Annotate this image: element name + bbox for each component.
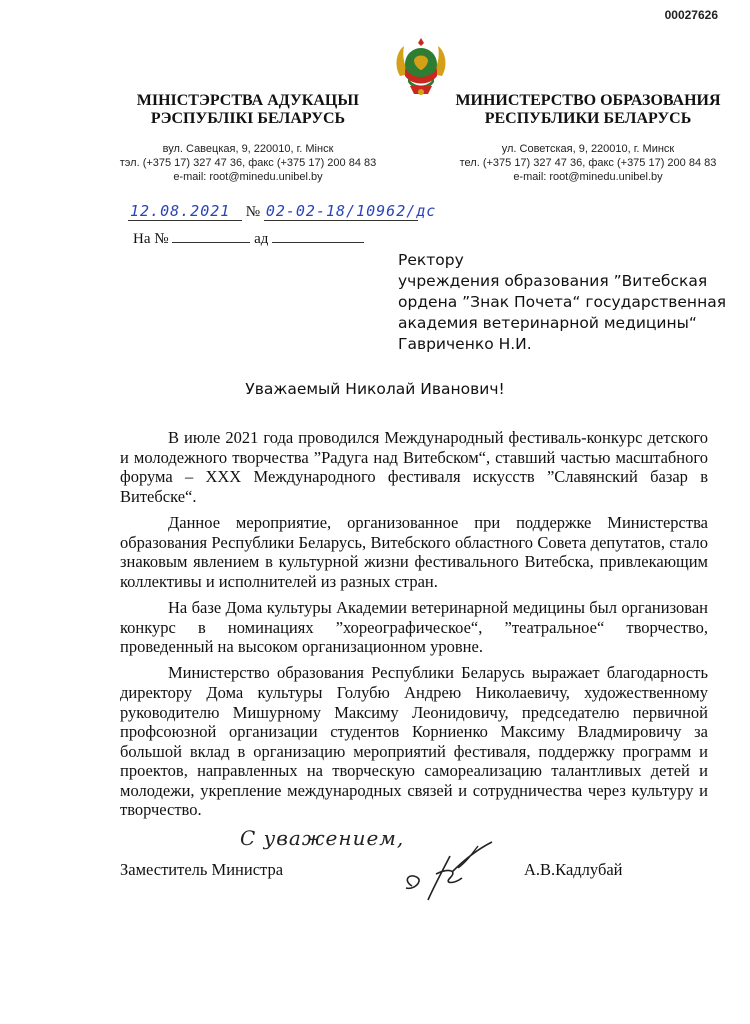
registration-line — [128, 202, 437, 221]
address-ru-phone: тел. (+375 17) 327 47 36, факс (+375 17) 200 84 83 — [459, 157, 717, 169]
recipient-line3: ордена ”Знак Почета“ государственная — [398, 293, 727, 311]
ref-number-blank — [172, 228, 250, 243]
signatory-role: Заместитель Министра — [120, 860, 284, 879]
address-by-street: вул. Савецкая, 9, 220010, г. Мінск — [162, 143, 334, 155]
org-name-by-line1: МІНІСТЭРСТВА АДУКАЦЫІ — [136, 92, 360, 109]
reference-line — [133, 228, 364, 248]
address-by-phone: тэл. (+375 17) 327 47 36, факс (+375 17) 200 84 83 — [119, 157, 377, 169]
org-name-by-line2: РЭСПУБЛІКІ БЕЛАРУСЬ — [150, 110, 346, 127]
address-ru-email: e-mail: root@minedu.unibel.by — [513, 171, 663, 183]
number-label: № — [245, 204, 261, 220]
document-serial-number: 00027626 — [664, 8, 718, 22]
recipient-line1: Ректору — [398, 251, 464, 269]
handwritten-date: 12.08.2021 — [128, 202, 242, 221]
paragraph-1: В июле 2021 года проводился Международный фестиваль-конкурс детского и молодежного творчества ”Радуга над Витебском“, ставший частью масштабного форума – XXX Международного фестиваля искусств ”Славянский базар в Витебске“. — [120, 428, 708, 506]
handwritten-signature-icon — [392, 838, 502, 904]
handwritten-reg-number: 02-02-18/10962/дс — [265, 202, 437, 220]
address-ru-street: ул. Советская, 9, 220010, г. Минск — [501, 143, 675, 155]
recipient-block — [398, 250, 738, 355]
org-name-ru-line2: РЕСПУБЛИКИ БЕЛАРУСЬ — [484, 110, 692, 127]
ref-from-label: ад — [254, 231, 269, 247]
paragraph-2: Данное мероприятие, организованное при поддержке Министерства образования Республики Беларусь, Витебского областного Совета депутатов, стало знаковым явлением в культурной жизни фестивального Витебска, привлекающим коллективы и исполнителей из разных стран. — [120, 512, 708, 591]
recipient-line5: Гавриченко Н.И. — [398, 335, 532, 353]
org-name-ru-line1: МИНИСТЕРСТВО ОБРАЗОВАНИЯ — [455, 92, 721, 109]
address-russian — [438, 142, 738, 184]
greeting: Уважаемый Николай Иванович! — [245, 380, 505, 398]
letter-body — [120, 428, 708, 827]
ref-label: На № — [133, 231, 169, 247]
org-name-belarusian — [98, 92, 398, 128]
paragraph-3: На базе Дома культуры Академии ветеринарной медицины был организован конкурс в номинациях ”хореографическое“, ”театральное“ творчество, проведенный на высоком организационном уровне. — [120, 597, 708, 657]
address-by-email: e-mail: root@minedu.unibel.by — [173, 171, 323, 183]
signatory-name: А.В.Кадлубай — [524, 860, 623, 879]
handwritten-regards: С уважением, — [240, 826, 405, 850]
recipient-line4: академия ветеринарной медицины“ — [398, 314, 697, 332]
address-belarusian — [98, 142, 398, 184]
org-name-russian — [438, 92, 738, 128]
ref-date-blank — [272, 228, 364, 243]
state-emblem-icon — [392, 36, 450, 98]
paragraph-4: Министерство образования Республики Беларусь выражает благодарность директору Дома культуры Голубю Андрею Николаевичу, художественному руководителю Мишурному Максиму Леонидовичу, председателю первичной профсоюзной организации студентов Корниенко Максиму Владмировичу за большой вклад в организацию мероприятий фестиваля, поддержку программ и проектов, направленных на творческую самореализацию талантливых детей и молодежи, укрепление международных связей и сотрудничества через культуру и творчество. — [120, 663, 708, 820]
recipient-line2: учреждения образования ”Витебская — [398, 272, 708, 290]
